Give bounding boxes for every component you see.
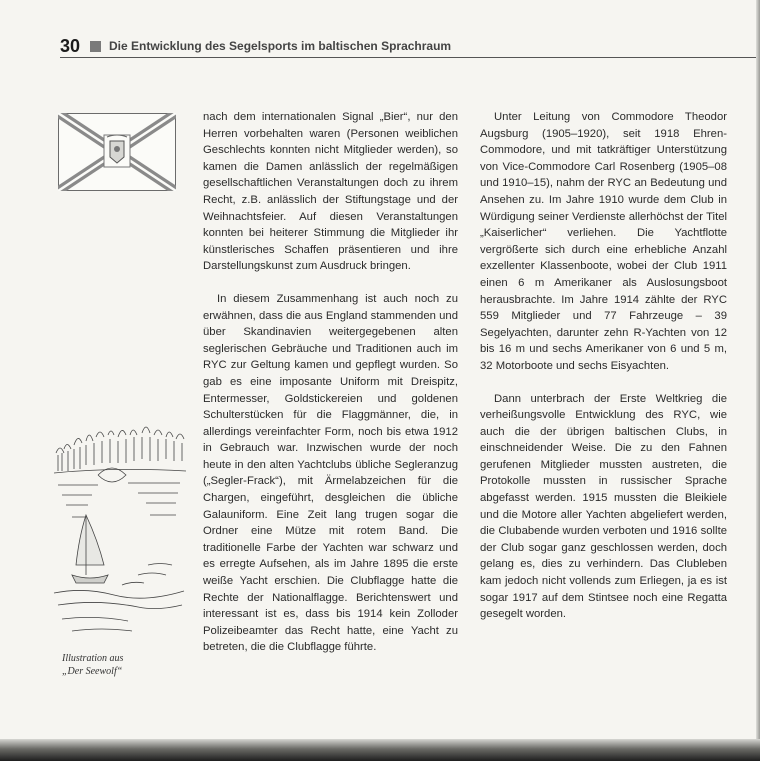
page-edge-right [756,0,760,761]
caption-line-2: „Der Seewolf“ [62,666,123,677]
club-flag-icon [58,113,176,191]
paragraph: nach dem internationalen Signal „Bier“, nur den Herren vorbehalten waren (Personen weiblichen Geschlechts konnten nicht Mitglieder werden), so kamen die Damen anlässlich der regelmäßigen gesellschaftlichen Veranstaltungen doch zu ihrem Recht, z.B. anlässlich der Stiftungstage und der Weihnachtsfeier. Auf diesen Veranstaltungen konnten bei heiterer Stimmung die Mitglieder ihr künstlerisches Schaffen präsentieren und ihre Darstellungskunst zum Ausdruck bringen. [203,111,458,273]
paragraph: Dann unterbrach der Erste Weltkrieg die verheißungsvolle Entwicklung des RYC, wie auch die der übrigen baltischen Clubs, in einschneidender Weise. Die zu den Fahnen gerufenen Mitglieder mussten austreten, die Protokolle mussten in russischer Sprache abgefasst werden. 1915 mussten die Bleikiele und die Motore aller Yachten abgeliefert werden, die Clubabende wurden verboten und 1916 sollte der Club sogar ganz geschlossen werden, doch gelang es, dies zu verhindern. Das Clubleben kam jedoch nicht vollends zum Erliegen, ja es ist sogar 1917 auf dem Stintsee noch eine Regatta gesegelt worden. [480,392,727,621]
running-header [60,36,760,58]
text-column-left [203,109,458,656]
header-square-marker [90,41,101,52]
header-rule [60,57,760,58]
running-title: Die Entwicklung des Segelsports im baltischen Sprachraum [109,39,452,53]
caption-line-1: Illustration aus [62,653,124,664]
sailing-illustration-icon [52,425,188,640]
figure-caption [62,652,172,678]
page-edge-bottom [0,739,760,761]
paragraph: In diesem Zusammenhang ist auch noch zu erwähnen, dass die aus England stammenden und über Skandinavien weitergegebenen alten seglerischen Gebräuche und Traditionen auch im RYC zur Geltung kamen und gepflegt wurden. So gab es eine imposante Uniform mit Dreispitz, Entermesser, Goldstickereien und goldenen Schulterstücken für die Flaggmänner, die, in allerdings vereinfachter Form, noch bis etwa 1912 in Gebrauch war. Inzwischen wurde der noch heute in den alten Yachtclubs übliche Segleranzug („Segler-Frack“), mit Ärmelabzeichen für die Chargen, eingeführt, desgleichen die übliche Galauniform. Eine Zeit lang trugen sogar die Ordner eine Mütze mit rotem Band. Die traditionelle Farbe der Yachten war schwarz und es erregte Aufsehen, als im Jahre 1895 die erste weiße Yacht erschien. Die Clubflagge hatte die Rechte der Nationalflagge. Berichtenswert und interessant ist es, dass bis 1914 kein Zolloder Polizeibeamter das Recht hatte, eine Yacht zu betreten, die die Clubflagge führte. [203,292,458,654]
paragraph: Unter Leitung von Commodore Theodor Augsburg (1905–1920), seit 1918 Ehren-Commodore, und mit tatkräftiger Unterstützung von Vice-Commodore Carl Rosenberg (1905–08 und 1910–15), nahm der RYC an Bedeutung und Ansehen zu. Im Jahre 1910 wurde dem Club in Würdigung seiner Verdienste allerhöchst der Titel „Kaiserlicher“ verliehen. Die Yachtflotte vergrößerte sich durch eine erhebliche Anzahl exzellenter Klassenboote, wobei der Club 1911 einen 6 m Amerikaner als Auslosungsboot herausbrachte. Im Jahre 1914 zählte der RYC 559 Mitglieder und 77 Fahrzeuge – 39 Segelyachten, darunter zehn R-Yachten von 12 bis 16 m und sechs Amerikaner von 6 und 5 m, 32 Motorboote und sechs Eisyachten. [480,111,727,372]
page-number: 30 [60,36,81,56]
text-column-right [480,109,727,623]
